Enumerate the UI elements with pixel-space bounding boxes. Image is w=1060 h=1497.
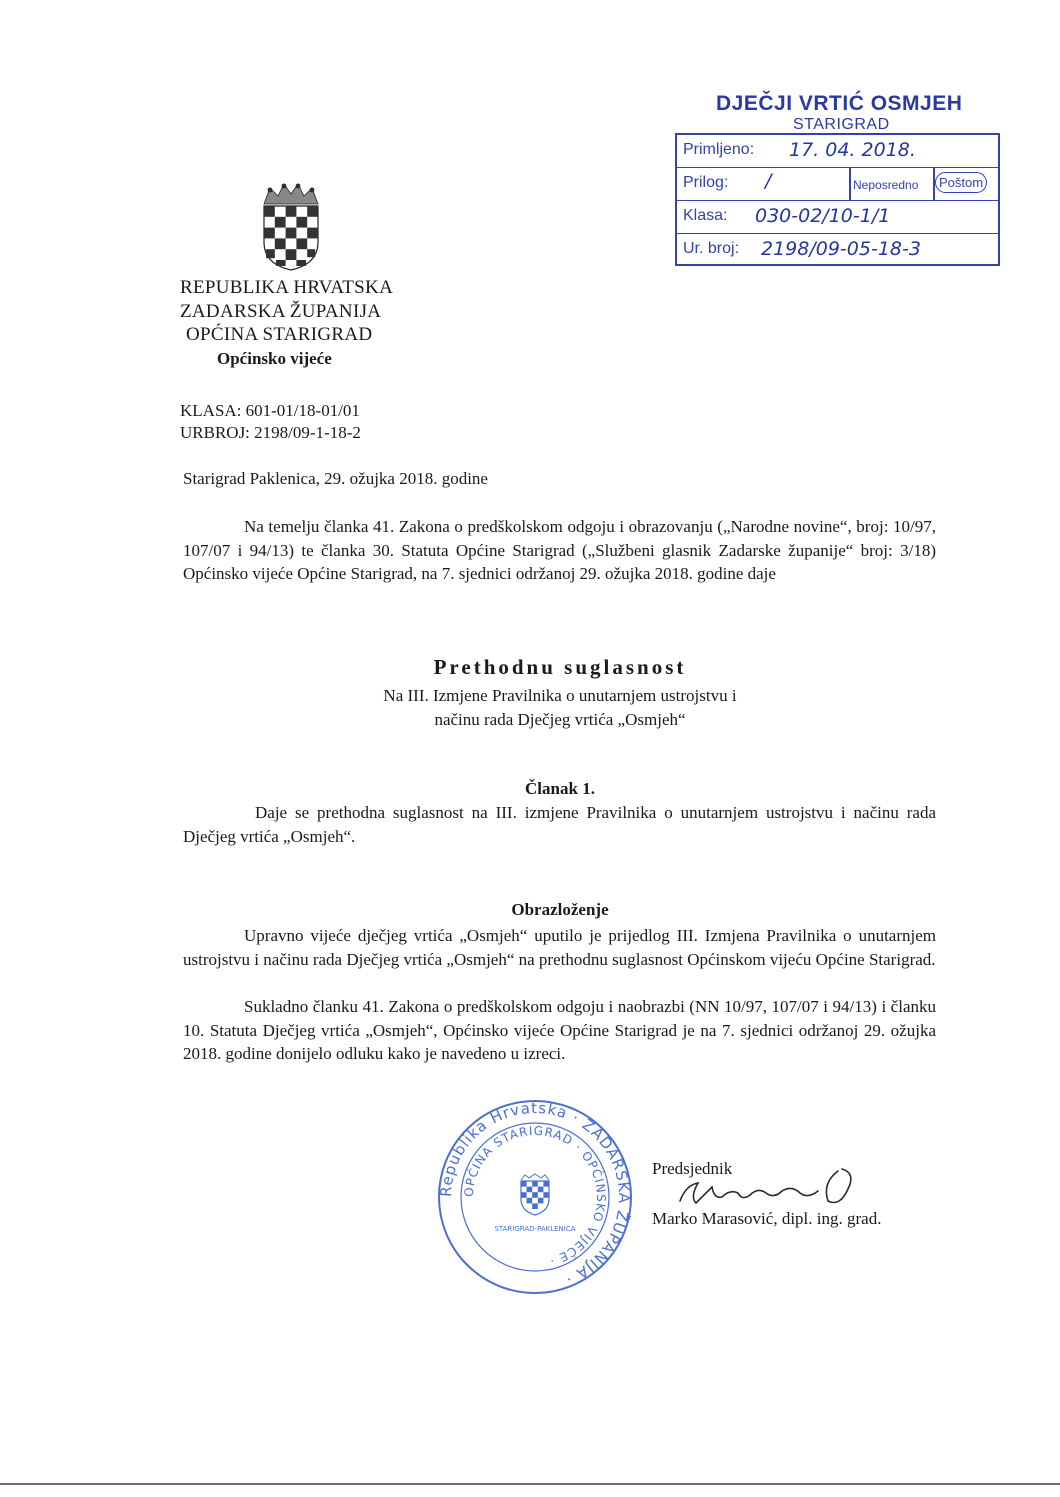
urbroj-reference: URBROJ: 2198/09-1-18-2 bbox=[180, 423, 361, 442]
postom-label: Poštom bbox=[935, 172, 987, 193]
stamp-row-urbroj bbox=[677, 234, 998, 267]
stamp-klasa-label: Klasa: bbox=[683, 207, 728, 224]
stamp-urbroj-label: Ur. broj: bbox=[683, 240, 740, 257]
letterhead-line-1: REPUBLIKA HRVATSKA bbox=[180, 277, 394, 298]
letterhead-line-2: ZADARSKA ŽUPANIJA bbox=[180, 301, 382, 322]
article-title: Članak 1. bbox=[525, 779, 595, 798]
explanation-paragraph-1: Upravno vijeće dječjeg vrtića „Osmjeh“ uputilo je prijedlog III. Izmjena Pravilnika o unutarnjem ustrojstvu i načinu rada Dječjeg vrtića „Osmjeh“ na prethodnu suglasnost Općinskom vijeću Općine Starigrad. bbox=[183, 926, 936, 969]
seal-coat-of-arms-icon bbox=[521, 1174, 549, 1215]
document-subheading-line-1: Na III. Izmjene Pravilnika o unutarnjem ustrojstvu i bbox=[383, 686, 737, 705]
signatory-role: Predsjednik bbox=[652, 1159, 733, 1178]
stamp-title: DJEČJI VRTIĆ OSMJEH bbox=[716, 92, 963, 115]
klasa-reference: KLASA: 601-01/18-01/01 bbox=[180, 401, 360, 420]
stamp-row-primljeno bbox=[677, 135, 998, 168]
seal-inner-text: OPĆINA STARIGRAD · OPĆINSKO VIJEĆE · bbox=[461, 1123, 609, 1269]
stamp-divider bbox=[849, 168, 851, 201]
stamp-subtitle: STARIGRAD bbox=[793, 116, 890, 133]
intro-paragraph: Na temelju članka 41. Zakona o predškolskom odgoju i obrazovanju („Narodne novine“, broj: 10/97, 107/07 i 94/13) te članka 30. Statuta Općine Starigrad („Službeni glasnik Zadarske županije“ broj: 3/18) Općinsko vijeće Općine Starigrad, na 7. sjednici održanoj 29. ožujka 2018. godine daje bbox=[183, 517, 936, 583]
seal-outer-text: Republika Hrvatska · ZADARSKA ŽUPANIJA · bbox=[437, 1099, 633, 1289]
letterhead-line-3: OPĆINA STARIGRAD bbox=[186, 324, 373, 345]
primljeno-label: Primljeno: bbox=[683, 141, 755, 158]
prilog-label: Prilog: bbox=[683, 174, 729, 191]
seal-center-text: STARIGRAD-PAKLENICA bbox=[494, 1225, 576, 1233]
stamp-klasa-value: 030-02/10-1/1 bbox=[755, 205, 891, 227]
handwritten-signature bbox=[672, 1163, 872, 1213]
stamp-row-prilog bbox=[677, 168, 998, 201]
receipt-stamp bbox=[675, 133, 1000, 266]
date-line: Starigrad Paklenica, 29. ožujka 2018. godine bbox=[183, 469, 488, 488]
page-bottom-border bbox=[0, 1483, 1060, 1485]
letterhead-line-4: Općinsko vijeće bbox=[217, 349, 332, 368]
stamp-urbroj-value: 2198/09-05-18-3 bbox=[761, 238, 921, 260]
article-text: Daje se prethodna suglasnost na III. izmjene Pravilnika o unutarnjem ustrojstvu i načinu rada Dječjeg vrtića „Osmjeh“. bbox=[183, 803, 936, 846]
primljeno-value: 17. 04. 2018. bbox=[789, 139, 916, 161]
document-subheading-line-2: načinu rada Dječjeg vrtića „Osmjeh“ bbox=[434, 710, 686, 729]
signatory-name: Marko Marasović, dipl. ing. grad. bbox=[652, 1209, 882, 1228]
neposredno-label: Neposredno bbox=[853, 178, 919, 192]
document-heading: Prethodnu suglasnost bbox=[433, 655, 687, 679]
explanation-paragraph-2: Sukladno članku 41. Zakona o predškolskom odgoju i naobrazbi (NN 10/97, 107/07 i 94/13) i članku 10. Statuta Dječjeg vrtića „Osmjeh“, Općinsko vijeće Općine Starigrad je na 7. sjednici održanoj 29. ožujka 2018. godine donijelo odluku kako je navedeno u izreci. bbox=[183, 997, 936, 1063]
prilog-value: / bbox=[765, 170, 772, 192]
stamp-row-klasa bbox=[677, 201, 998, 234]
explanation-title: Obrazloženje bbox=[511, 900, 609, 919]
official-seal bbox=[437, 1099, 633, 1295]
coat-of-arms-icon bbox=[258, 182, 324, 272]
